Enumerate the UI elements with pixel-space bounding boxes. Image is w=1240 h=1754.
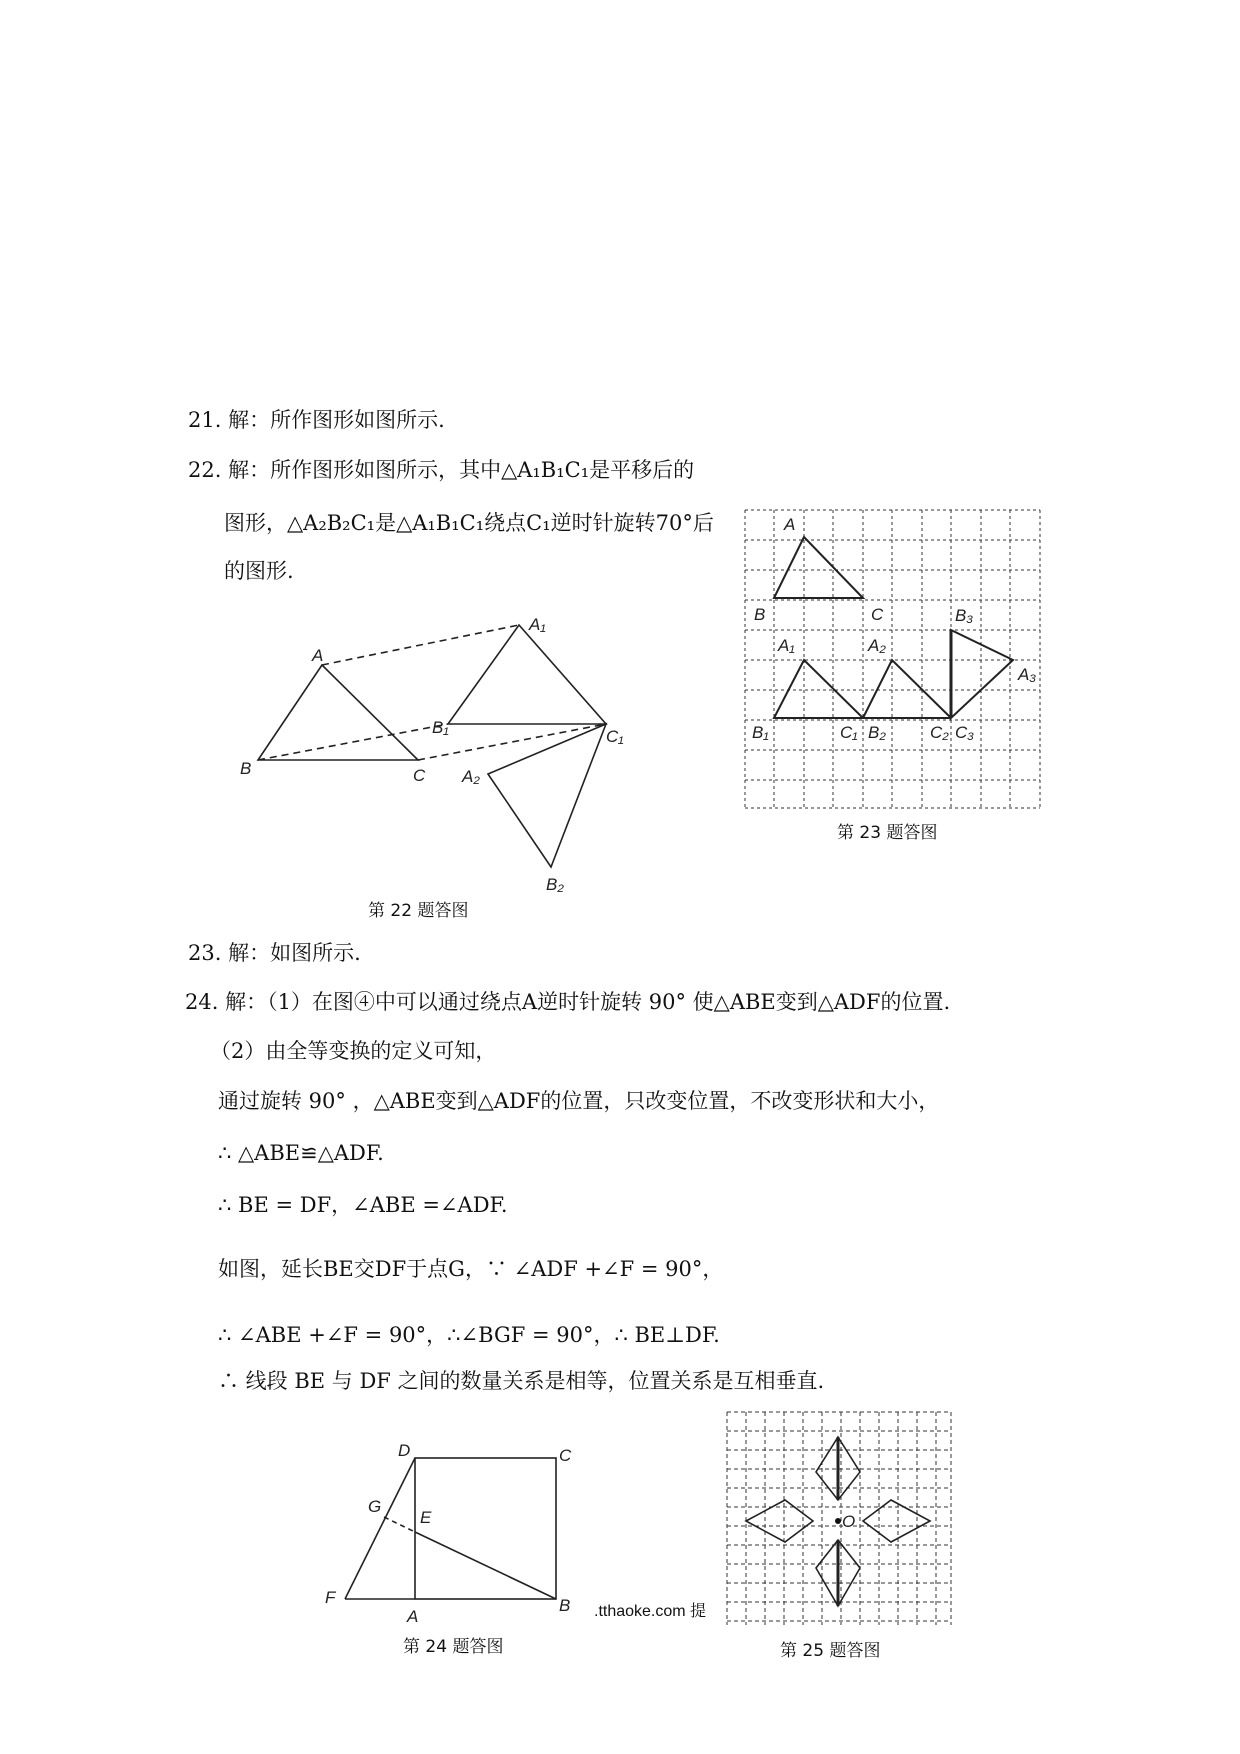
triangle-a1b1c1 — [448, 625, 606, 724]
q24-line-2: （2）由全等变换的定义可知， — [210, 1039, 497, 1063]
fig25-shapes — [746, 1437, 930, 1606]
q24-line-1: 24. 解：（1）在图④中可以通过绕点A逆时针旋转 90° 使△ABE变到△ADF的位置. — [185, 990, 951, 1014]
kite-bottom — [816, 1540, 860, 1606]
triangle-abc — [258, 665, 418, 760]
fig22-shapes — [258, 625, 606, 867]
fig23-shapes — [774, 537, 1013, 718]
q24-line-7: ∴ ∠ABE +∠F = 90°，∴∠BGF = 90°，∴ BE⊥DF. — [218, 1323, 720, 1347]
q21-line: 21. 解：所作图形如图所示. — [188, 408, 445, 432]
segment-d-f — [345, 1458, 415, 1599]
fig23-triangle-a1b1c1 — [774, 660, 863, 718]
fig22-label-a1: A₁ — [529, 615, 546, 634]
q22-line-a: 22. 解：所作图形如图所示，其中△A₁B₁C₁是平移后的 — [188, 458, 695, 482]
fig22-label-c: C — [413, 766, 426, 785]
fig24-label-g: G — [368, 1497, 382, 1516]
fig24-label-f: F — [325, 1588, 336, 1607]
q22-line-c: 的图形. — [224, 559, 294, 583]
fig25-label-o: O — [842, 1512, 856, 1531]
dash-a-a1 — [322, 625, 519, 665]
fig23-label-c1: C₁ — [840, 723, 858, 742]
fig25-caption: 第 25 题答图 — [780, 1641, 881, 1661]
dash-c-c1 — [418, 724, 606, 760]
kite-top — [816, 1437, 860, 1500]
fig22-caption: 第 22 题答图 — [368, 901, 469, 921]
q24-line-4: ∴ △ABE≌△ADF. — [218, 1141, 384, 1165]
fig23-grid — [745, 510, 1040, 808]
center-o-dot — [835, 1518, 841, 1524]
fig23-label-a2: A₂ — [868, 636, 886, 655]
fig24-label-d: D — [398, 1441, 411, 1460]
fig23-label-b2: B₂ — [868, 723, 886, 742]
fig24-label-a: A — [407, 1607, 419, 1626]
q24-line-3: 通过旋转 90° ，△ABE变到△ADF的位置，只改变位置，不改变形状和大小， — [218, 1089, 940, 1113]
fig24-caption: 第 24 题答图 — [403, 1637, 504, 1657]
fig24-label-b: B — [559, 1596, 571, 1615]
fig22-label-a2: A₂ — [462, 767, 480, 786]
kite-left — [746, 1500, 813, 1542]
square-abcd — [415, 1458, 556, 1599]
fig23-triangle-abc — [774, 537, 863, 598]
fig23-label-a1: A₁ — [778, 636, 795, 655]
q22-line-b: 图形，△A₂B₂C₁是△A₁B₁C₁绕点C₁逆时针旋转70°后 — [224, 511, 714, 535]
fig22-label-b1: B₁ — [432, 718, 449, 737]
kite-right — [863, 1500, 930, 1542]
q23-line: 23. 解：如图所示. — [188, 941, 361, 965]
fig23-label-c2: C₂ — [930, 723, 949, 742]
fig23-label-c: C — [871, 605, 884, 624]
fig24-shapes — [345, 1458, 556, 1599]
fig23-label-b3: B₃ — [955, 606, 974, 625]
fig23-caption: 第 23 题答图 — [837, 823, 938, 843]
fig23-label-c3: C₃ — [955, 723, 975, 742]
fig23-triangle-a2b2c2 — [863, 660, 951, 718]
dash-b-b1 — [258, 724, 448, 760]
q24-line-8: ∴ 线段 BE 与 DF 之间的数量关系是相等，位置关系是互相垂直. — [218, 1369, 825, 1393]
fig23-label-a: A — [784, 515, 796, 534]
q24-line-6: 如图，延长BE交DF于点G，∵ ∠ADF +∠F = 90°， — [218, 1257, 724, 1281]
fig25-grid — [727, 1412, 951, 1625]
fig22-label-c1: C₁ — [606, 727, 624, 746]
fig24-label-e: E — [420, 1508, 432, 1527]
fig23-label-b1: B₁ — [752, 723, 769, 742]
fig23-label-a3: A₃ — [1018, 665, 1037, 684]
fig23-triangle-a3b3c3 — [951, 630, 1013, 718]
triangle-a2b2c1 — [488, 724, 606, 867]
fig24-label-c: C — [559, 1446, 572, 1465]
fig23-label-b: B — [754, 605, 766, 624]
dash-g-e — [384, 1517, 415, 1532]
fig22-label-b: B — [240, 759, 252, 778]
fig22-label-b2: B₂ — [546, 875, 564, 894]
q24-line-5: ∴ BE = DF，∠ABE =∠ADF. — [218, 1193, 508, 1217]
watermark-text: .tthaoke.com 提 — [594, 1603, 707, 1620]
fig22-label-a: A — [312, 646, 324, 665]
segment-e-b — [415, 1532, 556, 1599]
